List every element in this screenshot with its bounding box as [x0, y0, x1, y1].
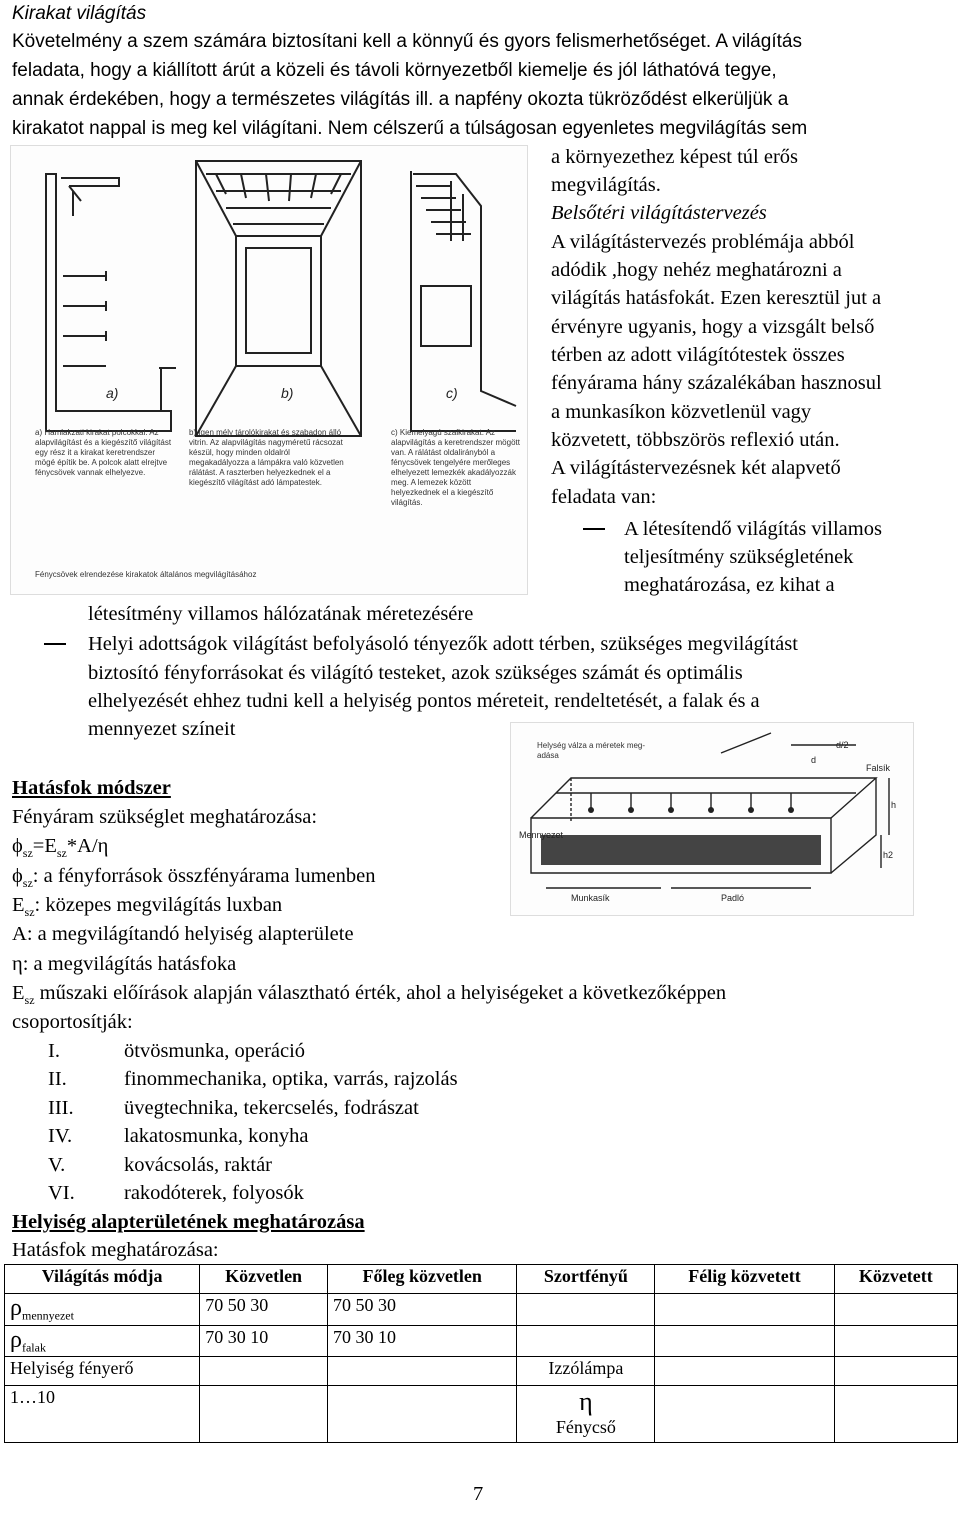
- table-cell: [655, 1386, 834, 1443]
- paragraph-line: a munkasíkon közvetlenül vagy: [551, 401, 812, 423]
- table-cell: 70 30 10: [327, 1325, 516, 1357]
- table-cell: Helyiség fényerő: [5, 1357, 200, 1386]
- table-header-cell: Félig közvetett: [655, 1265, 834, 1294]
- figure-caption: Fénycsövek elrendezése kirakatok általános megvilágításához: [35, 570, 257, 579]
- group-number: IV.: [48, 1125, 73, 1147]
- label-munkasik: Munkasík: [571, 893, 610, 903]
- table-cell: $\rho_{falak}$: [5, 1325, 200, 1357]
- group-text: finommechanika, optika, varrás, rajzolás: [124, 1068, 458, 1090]
- table-cell: [834, 1294, 957, 1326]
- section-title-belsoteri: Belsőtéri világítástervezés: [551, 202, 767, 224]
- bullet-line: mennyezet színeit: [88, 718, 236, 740]
- group-text: kovácsolás, raktár: [124, 1154, 272, 1176]
- paragraph-line: annak érdekében, hogy a természetes világítás ill. a napfény okozta tükröződést elkerüljük a: [12, 89, 789, 110]
- table-header-row: [5, 1265, 958, 1294]
- table-cell: [655, 1325, 834, 1357]
- group-number: I.: [48, 1040, 60, 1062]
- efficiency-table: [4, 1264, 958, 1443]
- paragraph-line: feladata van:: [551, 486, 657, 508]
- table-row: [5, 1294, 958, 1326]
- bullet-line: létesítmény villamos hálózatának méretezésére: [88, 603, 474, 625]
- label-padlo: Padló: [721, 893, 745, 903]
- table-cell: [834, 1357, 957, 1386]
- table-cell: [834, 1325, 957, 1357]
- paragraph-line: Követelmény a szem számára biztosítani kell a könnyű és gyors felismerhetőséget. A világítás: [12, 31, 802, 52]
- definition-line: η: a megvilágítás hatásfoka: [12, 953, 237, 975]
- label-falsik: Falsík: [866, 763, 891, 773]
- figure2-caption: Helység válza a méretek meg- adása: [537, 741, 646, 760]
- table-cell: [517, 1325, 655, 1357]
- caption-a: a) Hamlakzati kirakat polcokkal. Az alapvilágítást és a kiegészítő világítást egy rész it a kirakat keretrendszer mögé építik be. A polcok alatt elrejtve fénycsövek vannak elhelyezve.: [35, 428, 172, 477]
- table-cell: 70 50 30: [200, 1294, 328, 1326]
- shopwindow-drawings: [11, 146, 527, 594]
- table-header-cell: Főleg közvetlen: [327, 1265, 516, 1294]
- table-cell: [327, 1357, 516, 1386]
- paragraph-line: feladata, hogy a kiállított árút a közeli és távoli környezetből kiemelje és jól láthatóvá tegye,: [12, 60, 777, 81]
- paragraph-line: érvényre ugyanis, hogy a vizsgált belső: [551, 316, 875, 338]
- paragraph-line: fényárama hány százalékában hasznosul: [551, 372, 882, 394]
- esz-line: $E_{sz}$ műszaki előírások alapján választható érték, ahol a helyiségeket a következőképpen: [12, 982, 727, 1008]
- section-title-alapterulet: Helyiség alapterületének meghatározása: [12, 1211, 365, 1233]
- table-cell: [517, 1294, 655, 1326]
- table-cell: [200, 1357, 328, 1386]
- table-cell: [655, 1357, 834, 1386]
- figure-label-b: b): [281, 385, 294, 401]
- subtitle-hatasfok: Hatásfok meghatározása:: [12, 1239, 219, 1261]
- paragraph-line: megvilágítás.: [551, 174, 661, 196]
- label-h2: h2: [883, 850, 894, 860]
- paragraph-line: közvetett, többszörös reflexió után.: [551, 429, 840, 451]
- table-cell: 70 30 10: [200, 1325, 328, 1357]
- esz-line: csoportosítják:: [12, 1011, 133, 1033]
- table-cell: 70 50 30: [327, 1294, 516, 1326]
- bullet-line: teljesítmény szükségletének: [624, 546, 854, 568]
- definition-line: A: a megvilágítandó helyiség alapterülete: [12, 923, 354, 945]
- group-text: ötvösmunka, operáció: [124, 1040, 306, 1062]
- section-title-kirakat: Kirakat világítás: [12, 3, 147, 24]
- bullet-line: elhelyezését ehhez tudni kell a helyiség pontos méreteit, rendeltetését, a falak és a: [88, 690, 760, 712]
- label-d2: d/2: [836, 740, 849, 750]
- bullet-line: meghatározása, ez kihat a: [624, 574, 835, 596]
- caption-c: c) Kiemelyagú szalkirakat. Az alapvilágítás a keretrendszer mögött van. A rálátást oldalirányból a fénycsövek tengelyére merőleges elhelyezett lemezkék akadályozzák meg. A lemezek között helyezkednek el a kiegészítő világítás.: [391, 428, 520, 507]
- group-number: II.: [48, 1068, 67, 1090]
- bullet-line: Helyi adottságok világítást befolyásoló tényezők adott térben, szükséges megvilágítást: [88, 633, 798, 655]
- section-title-hatasfok: Hatásfok módszer: [12, 777, 171, 799]
- figure-label-a: a): [106, 385, 119, 401]
- table-header-cell: Közvetett: [834, 1265, 957, 1294]
- group-number: V.: [48, 1154, 66, 1176]
- paragraph-line: a környezethez képest túl erős: [551, 146, 799, 168]
- bullet-dash: [44, 643, 66, 645]
- paragraph-line: A világítástervezés problémája abból: [551, 231, 855, 253]
- paragraph-line: kirakatot nappal is meg kel világítani. Nem célszerű a túlságosan egyenletes megvilágítás sem: [12, 118, 808, 139]
- figure-label-c: c): [446, 385, 458, 401]
- group-text: rakodóterek, folyosók: [124, 1182, 304, 1204]
- definition-line: $\phi_{sz}$: a fényforrások összfényárama lumenben: [12, 865, 376, 891]
- shopwindow-lighting-figure: [10, 145, 528, 595]
- group-number: VI.: [48, 1182, 75, 1204]
- room-dimensions-figure: [510, 722, 914, 916]
- label-d: d: [811, 755, 817, 765]
- table-header-cell: Szortfényű: [517, 1265, 655, 1294]
- group-text: lakatosmunka, konyha: [124, 1125, 309, 1147]
- table-header-cell: Közvetlen: [200, 1265, 328, 1294]
- label-h: h: [891, 800, 897, 810]
- bullet-line: A létesítendő világítás villamos: [624, 518, 882, 540]
- label-mennyezet: Mennyezet: [519, 830, 564, 840]
- table-cell: [200, 1386, 328, 1443]
- subtitle-fenyaram: Fényáram szükséglet meghatározása:: [12, 806, 318, 828]
- table-cell: [834, 1386, 957, 1443]
- table-cell: $\rho_{mennyezet}$: [5, 1294, 200, 1326]
- page-number: 7: [473, 1483, 484, 1505]
- bullet-dash: [583, 528, 605, 530]
- group-text: üvegtechnika, tekercselés, fodrászat: [124, 1097, 419, 1119]
- table-header-cell: Világítás módja: [5, 1265, 200, 1294]
- table-row: [5, 1357, 958, 1386]
- table-row: [5, 1386, 958, 1443]
- table-cell: 1…10: [5, 1386, 200, 1443]
- definition-line: $E_{sz}$: közepes megvilágítás luxban: [12, 894, 283, 920]
- table-cell: [655, 1294, 834, 1326]
- paragraph-line: A világítástervezésnek két alapvető: [551, 457, 841, 479]
- table-cell: [327, 1386, 516, 1443]
- formula-line: $\phi_{sz}=E_{sz}*A/\eta$: [12, 835, 109, 861]
- caption-b: b) Igen mély tárolókirakat és szabadon álló vitrin. Az alapvilágítás nagyméretű rácsozat készül, hogy minden oldalról megakadályozza a lámpákra való közvetlen rálátást. A raszterben helyezkednek el a kiegészítő világítást adó lámpatestek.: [189, 428, 344, 487]
- group-number: III.: [48, 1097, 74, 1119]
- paragraph-line: világítás hatásfokát. Ezen keresztül jut a: [551, 287, 882, 309]
- table-row: [5, 1325, 958, 1357]
- paragraph-line: térben az adott világítótestek összes: [551, 344, 845, 366]
- paragraph-line: adódik ,hogy nehéz meghatározni a: [551, 259, 842, 281]
- table-cell: Izzólámpa: [517, 1357, 655, 1386]
- bullet-line: biztosító fényforrásokat és világító testeket, azok szükséges számát és optimális: [88, 662, 743, 684]
- table-cell: η Fénycső: [517, 1386, 655, 1443]
